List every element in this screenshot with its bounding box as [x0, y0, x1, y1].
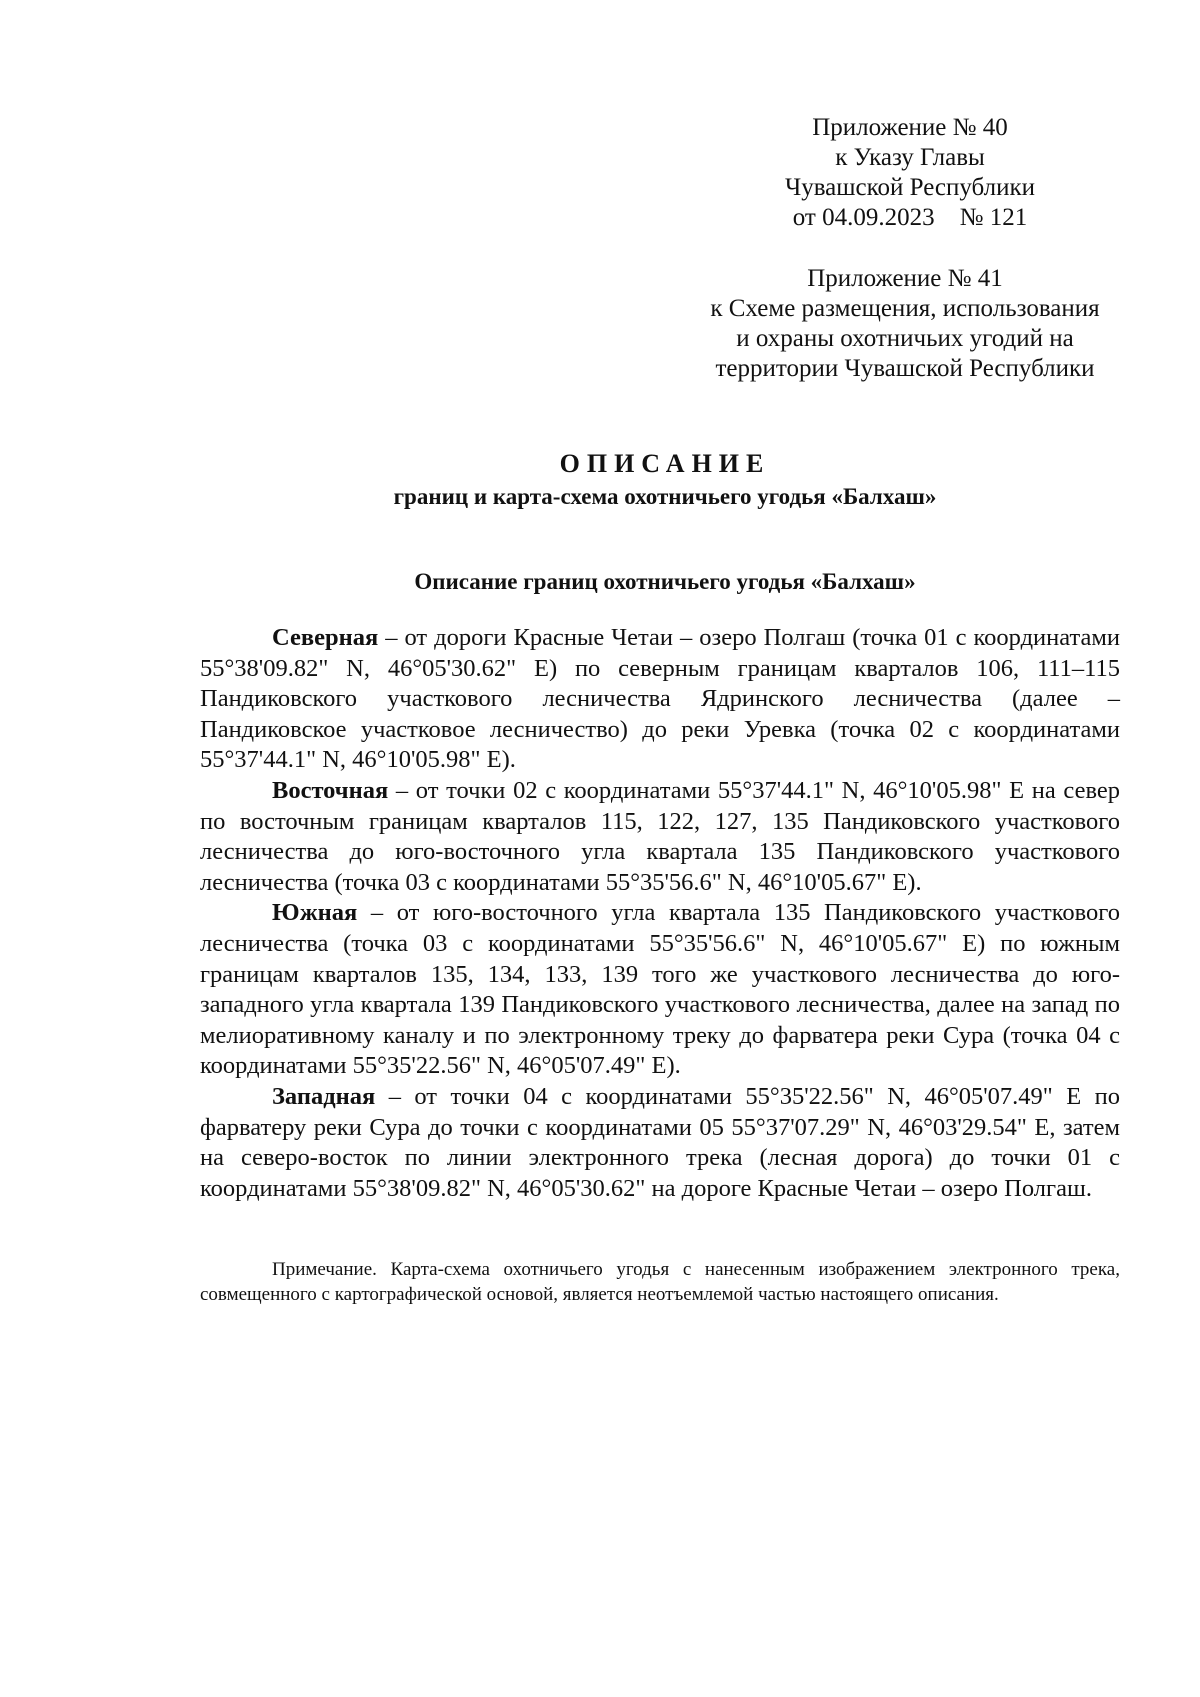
south-boundary-text: – от юго-восточного угла квартала 135 Пандиковского участкового лесничества (точка 03 с координатами 55°35'56.6" N, 46°10'05.67" E) по южным границам кварталов 135, 134, 133, 139 того же участкового лесничества до юго-западного угла квартала 139 Пандиковского участкового лесничества, далее на запад по мелиоративному каналу и по электронному треку до фарватера реки Сура (точка 04 с координатами 55°35'22.56" N, 46°05'07.49" E).: [200, 899, 1120, 1080]
east-boundary-label: Восточная: [272, 776, 389, 804]
document-title: ОПИСАНИЕ: [559, 449, 771, 478]
document-note: Примечание. Карта-схема охотничьего угодья с нанесенным изображением электронного трека, совмещенного с картографической основой, является неотъемлемой частью настоящего описания.: [200, 1259, 1120, 1305]
appendix-41-line-4: территории Чувашской Республики: [715, 355, 1095, 382]
appendix-40-line-3: Чувашской Республики: [784, 174, 1036, 201]
section-heading: Описание границ охотничьего угодья «Балхаш»: [414, 569, 916, 594]
north-boundary-text: – от дороги Красные Четаи – озеро Полгаш (точка 01 с координатами 55°38'09.82" N, 46°05'30.62" E) по северным границам кварталов 106, 111–115 Пандиковского участкового лесничества Ядринского лесничества (далее – Пандиковское участковое лесничество) до реки Уревка (точка 02 с координатами 55°37'44.1" N, 46°10'05.98" E).: [200, 624, 1120, 774]
south-boundary-label: Южная: [272, 899, 358, 927]
west-boundary-text: – от точки 04 с координатами 55°35'22.56" N, 46°05'07.49" E по фарватеру реки Сура до точки с координатами 05 55°37'07.29" N, 46°03'29.54" E, затем на северо-восток по линии электронного трека (лесная дорога) до точки 01 с координатами 55°38'09.82" N, 46°05'30.62" на дороге Красные Четаи – озеро Полгаш.: [200, 1082, 1120, 1202]
appendix-41-line-1: Приложение № 41: [807, 265, 1003, 292]
appendix-40-header: [760, 113, 1060, 233]
appendix-40-line-1: Приложение № 40: [812, 114, 1008, 141]
east-boundary-paragraph: [200, 776, 1120, 898]
south-boundary-paragraph: [200, 898, 1120, 1082]
west-boundary-label: Западная: [272, 1082, 376, 1110]
north-boundary-paragraph: [200, 623, 1120, 776]
appendix-40-line-2: к Указу Главы: [835, 144, 985, 171]
west-boundary-paragraph: [200, 1082, 1120, 1204]
appendix-41-header: [690, 264, 1120, 384]
appendix-41-line-2: к Схеме размещения, использования: [710, 295, 1100, 322]
north-boundary-label: Северная: [272, 624, 379, 651]
document-title-block: [120, 447, 1200, 512]
appendix-40-line-4: от 04.09.2023 № 121: [792, 204, 1028, 231]
appendix-41-line-3: и охраны охотничьих угодий на: [736, 325, 1074, 352]
boundary-description: [200, 623, 1120, 1204]
east-boundary-text: – от точки 02 с координатами 55°37'44.1" N, 46°10'05.98" E на север по восточным границам кварталов 115, 122, 127, 135 Пандиковского участкового лесничества до юго-восточного угла квартала 135 Пандиковского участкового лесничества (точка 03 с координатами 55°35'56.6" N, 46°10'05.67" E).: [200, 776, 1120, 896]
document-subtitle: границ и карта-схема охотничьего угодья «Балхаш»: [393, 484, 937, 509]
